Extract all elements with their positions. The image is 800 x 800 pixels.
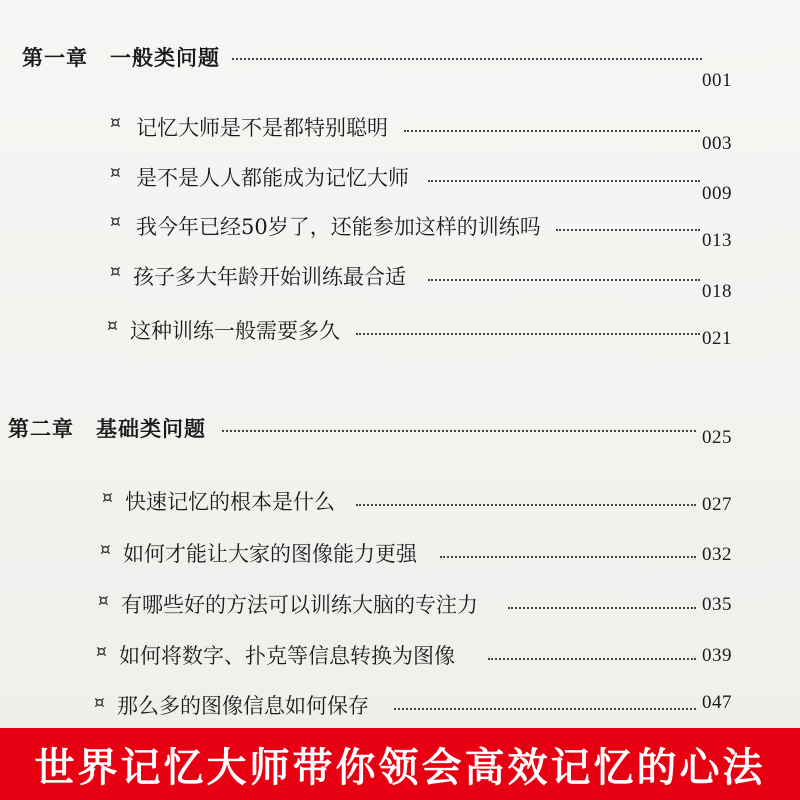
entry-2-3-page: 035 [702, 594, 732, 615]
chapter-2-title: 基础类问题 [96, 416, 206, 441]
entry-2-5-title: 那么多的图像信息如何保存 [117, 694, 369, 718]
entry-2-1-leader [356, 504, 696, 506]
entry-2-2-page: 032 [702, 544, 732, 565]
entry-1-1-page: 003 [702, 133, 732, 154]
entry-1-4-page: 018 [702, 281, 732, 302]
entry-2-1-title: 快速记忆的根本是什么 [125, 490, 335, 514]
chapter-1-title: 一般类问题 [110, 45, 220, 70]
entry-2-4-leader [488, 658, 696, 660]
chapter-1-heading [22, 42, 220, 72]
entry-2-2-leader [440, 556, 696, 558]
bullet-icon: ¤ [110, 262, 121, 282]
entry-1-3-leader [556, 229, 700, 231]
entry-1-3-title: 我今年已经50岁了，还能参加这样的训练吗 [136, 215, 541, 239]
bullet-icon: ¤ [98, 591, 109, 611]
chapter-2-heading [8, 413, 206, 443]
bullet-icon: ¤ [110, 212, 121, 232]
entry-1-2-title: 是不是人人都能成为记忆大师 [136, 166, 409, 190]
chapter-1-leader [232, 58, 702, 60]
chapter-2-page: 025 [702, 427, 732, 448]
bullet-icon: ¤ [100, 540, 111, 560]
entry-2-4-title: 如何将数字、扑克等信息转换为图像 [119, 644, 455, 668]
entry-2-3-title: 有哪些好的方法可以训练大脑的专注力 [121, 593, 478, 617]
entry-1-4-leader [428, 279, 700, 281]
chapter-1-page: 001 [702, 70, 732, 91]
entry-1-3-page: 013 [702, 230, 732, 251]
entry-1-1-title: 记忆大师是不是都特别聪明 [136, 116, 388, 140]
chapter-2-label: 第二章 [8, 416, 74, 441]
chapter-2-leader [222, 430, 696, 432]
entry-2-5-leader [394, 708, 696, 710]
entry-2-5-page: 047 [702, 692, 732, 713]
entry-1-2-leader [428, 180, 700, 182]
entry-2-4-page: 039 [702, 645, 732, 666]
bullet-icon: ¤ [96, 642, 107, 662]
bullet-icon: ¤ [110, 163, 121, 183]
bullet-icon: ¤ [107, 316, 118, 336]
promo-banner-text: 世界记忆大师带你领会高效记忆的心法 [34, 744, 766, 791]
entry-1-1-leader [404, 130, 700, 132]
entry-2-3-leader [508, 607, 696, 609]
bullet-icon: ¤ [102, 488, 113, 508]
entry-1-5-title: 这种训练一般需要多久 [130, 319, 340, 343]
bullet-icon: ¤ [110, 113, 121, 133]
entry-1-4-title: 孩子多大年龄开始训练最合适 [133, 265, 406, 289]
entry-1-5-page: 021 [702, 328, 732, 349]
promo-banner [0, 728, 800, 800]
bullet-icon: ¤ [94, 693, 105, 713]
chapter-1-label: 第一章 [22, 45, 88, 70]
entry-1-2-page: 009 [702, 183, 732, 204]
entry-2-1-page: 027 [702, 494, 732, 515]
entry-1-5-leader [356, 333, 700, 335]
entry-2-2-title: 如何才能让大家的图像能力更强 [123, 542, 417, 566]
